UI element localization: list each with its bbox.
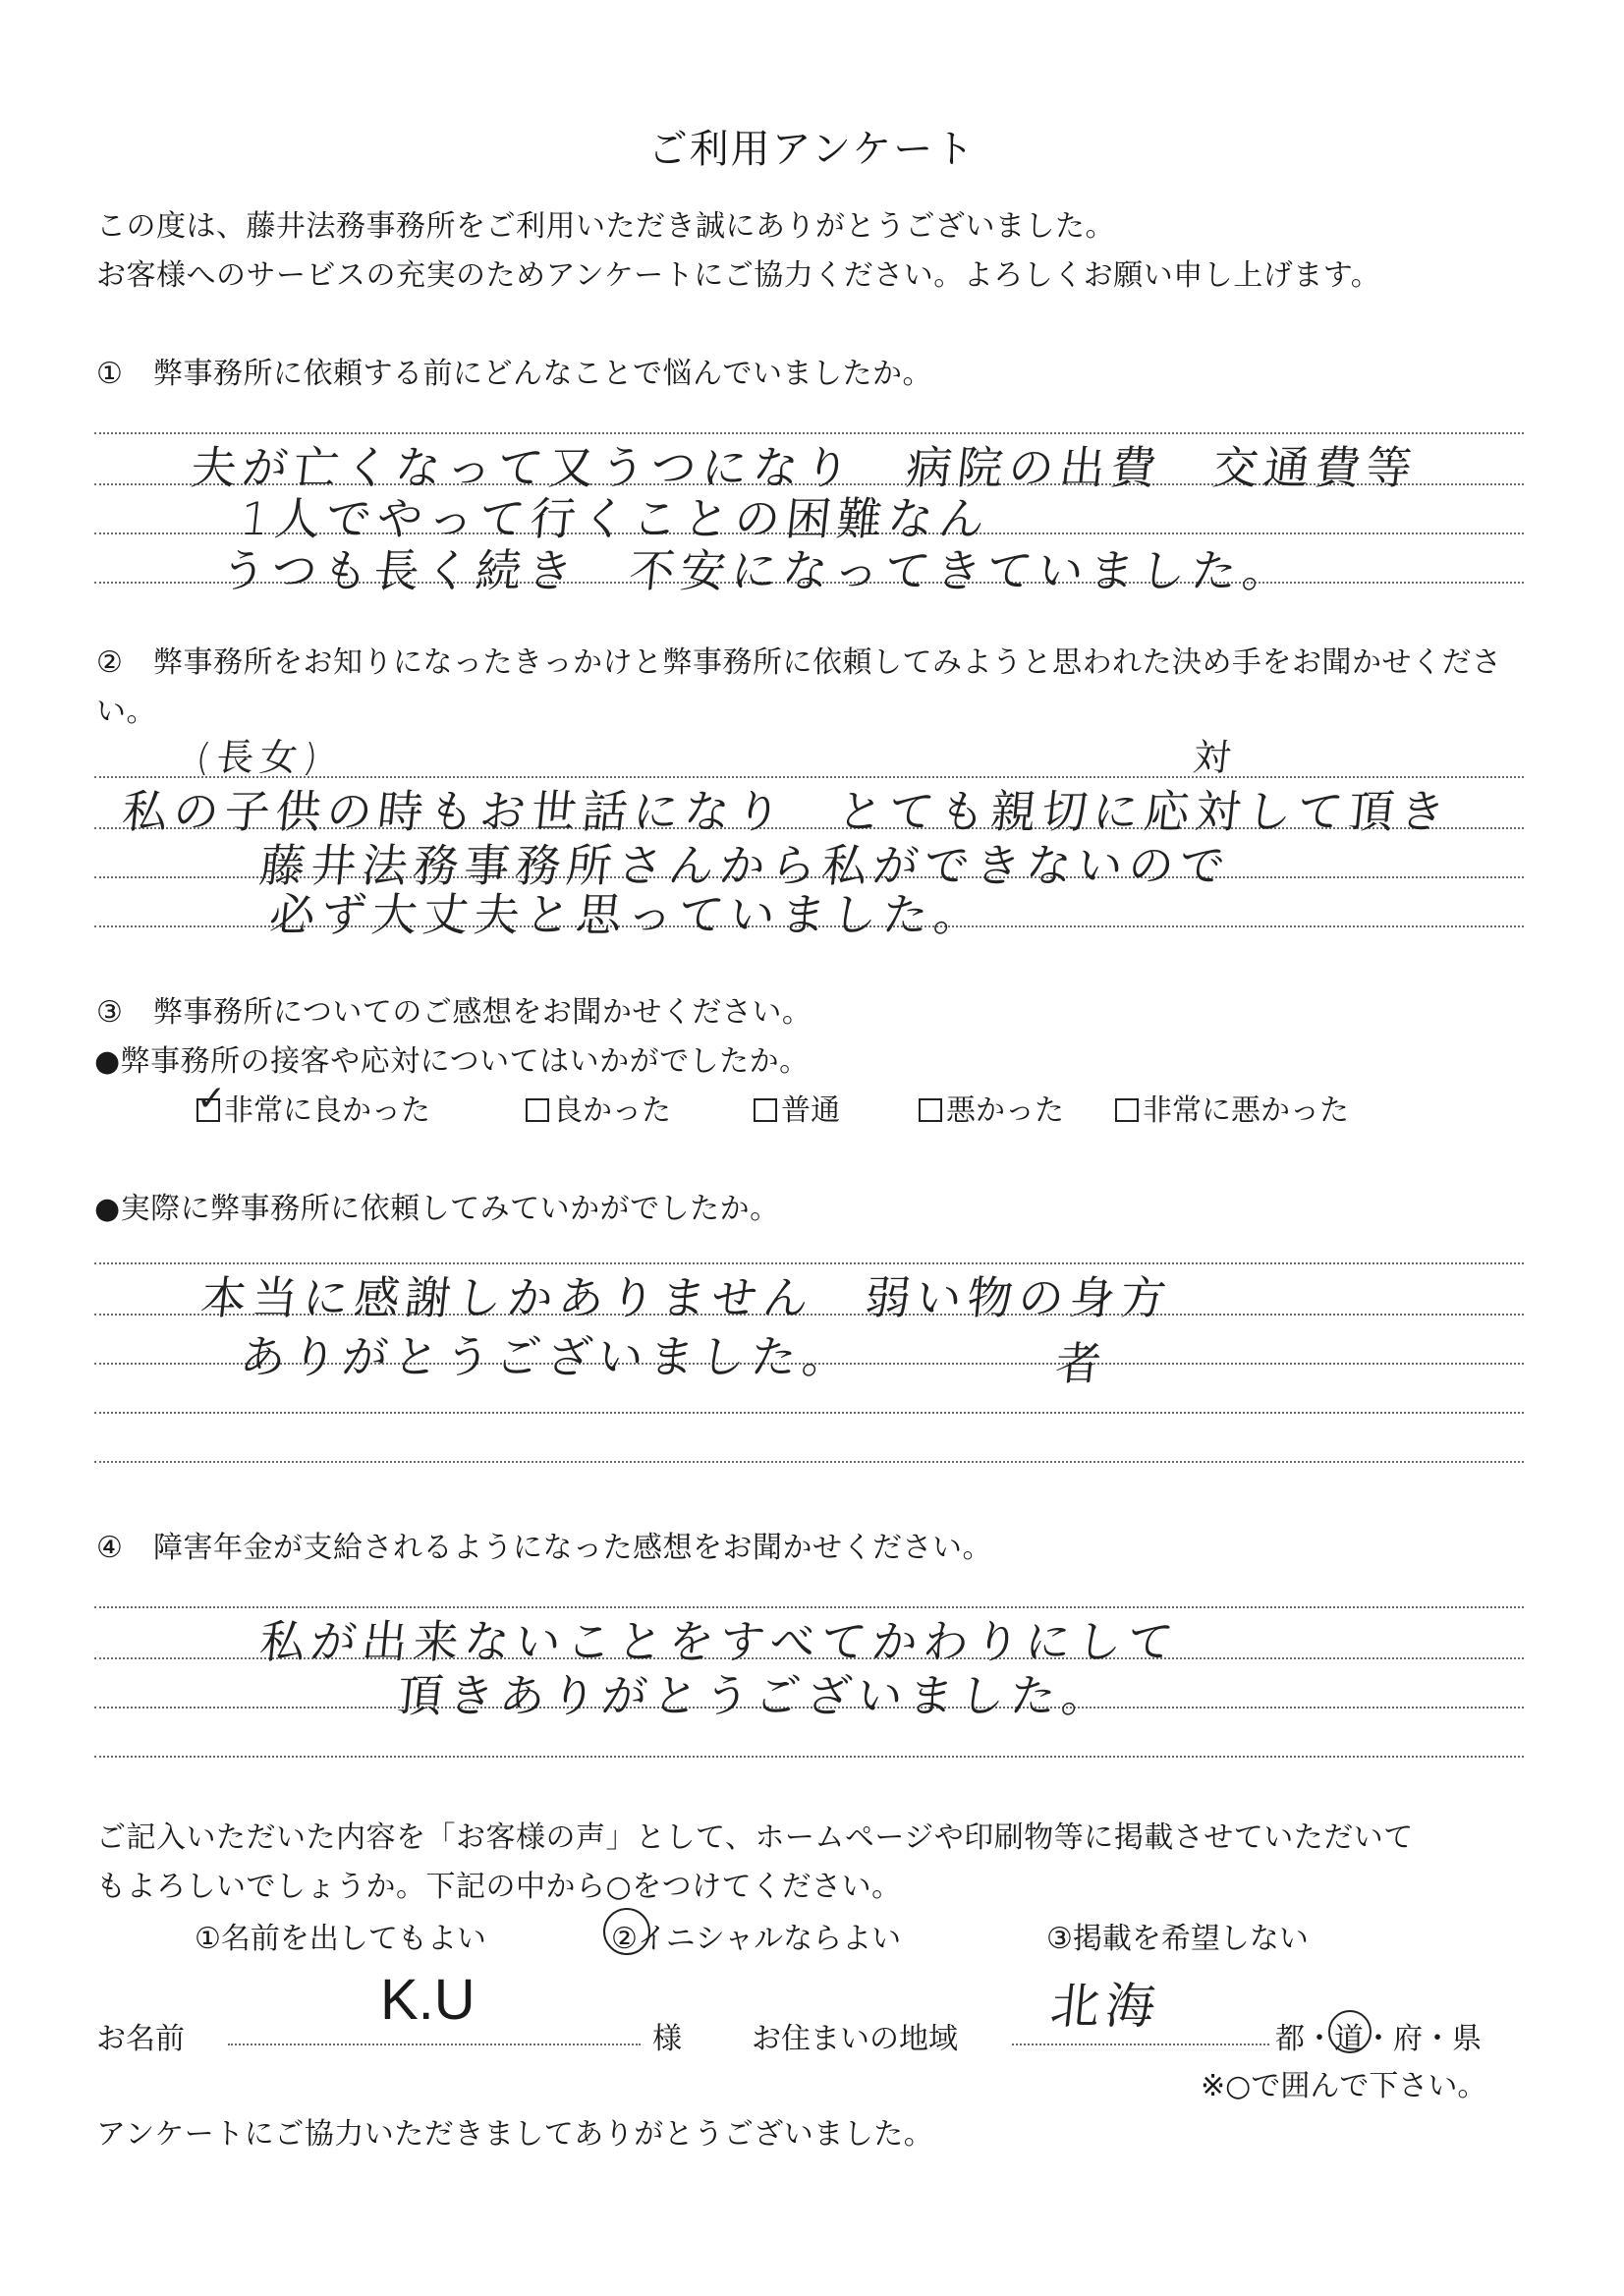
region-line: [1012, 2044, 1269, 2045]
checkbox-checked[interactable]: [196, 1079, 227, 1122]
pref-fu[interactable]: 府: [1393, 2022, 1423, 2056]
pref-label: 道: [1334, 2022, 1364, 2056]
option-very-good[interactable]: [196, 1079, 430, 1129]
publish-option-initials[interactable]: [611, 1914, 901, 1957]
handwritten-answer-1-line-3: うつも長く続き 不安になってきていました。: [217, 544, 1297, 597]
handwritten-answer-4-line-2: 頂きありがとうございました。: [394, 1669, 1116, 1722]
question-3-sub-1: ●弊事務所の接客や応対についてはいかがでしたか。: [94, 1044, 810, 1079]
handwritten-correction: 対: [1191, 736, 1239, 779]
pref-do[interactable]: [1334, 2014, 1364, 2057]
checkbox[interactable]: [526, 1098, 549, 1122]
selection-circle: [603, 1908, 650, 1955]
question-number: ①: [96, 357, 124, 391]
checkbox[interactable]: [919, 1098, 942, 1122]
separator: ・: [1423, 2022, 1452, 2056]
closing-text: アンケートにご協力いただきましてありがとうございました。: [96, 2117, 934, 2152]
publish-option-no[interactable]: ③掲載を希望しない: [1046, 1922, 1309, 1956]
question-4: [96, 1523, 992, 1566]
region-value[interactable]: 北海: [1047, 1978, 1164, 2035]
prefecture-type-selector[interactable]: [1275, 2014, 1482, 2057]
name-label: お名前: [96, 2022, 185, 2056]
intro-line-2: お客様へのサービスの充実のためアンケートにご協力ください。よろしくお願い申し上げます。: [96, 258, 1381, 293]
name-suffix: 様: [652, 2022, 682, 2056]
question-number: ④: [96, 1531, 124, 1565]
question-text: 弊事務所をお知りになったきっかけと弊事務所に依頼してみようと思われた決め手をお聞かせください。: [96, 645, 1502, 729]
answer-line: [94, 1412, 1524, 1414]
option-good[interactable]: [526, 1086, 671, 1129]
question-3-sub-2: ●実際に弊事務所に依頼してみていかがでしたか。: [94, 1192, 780, 1226]
check-mark-icon: ✓: [196, 1079, 227, 1119]
checkbox[interactable]: [1115, 1098, 1139, 1122]
option-very-bad[interactable]: [1115, 1086, 1349, 1129]
option-label: 普通: [781, 1093, 840, 1128]
publish-text-2: もよろしいでしょうか。下記の中から○をつけてください。: [96, 1870, 902, 1904]
option-label: 悪かった: [946, 1093, 1064, 1128]
intro-line-1: この度は、藤井法務事務所をご利用いただき誠にありがとうございました。: [96, 209, 1115, 244]
pref-ken[interactable]: 県: [1452, 2022, 1482, 2056]
publish-text-1: ご記入いただいた内容を「お客様の声」として、ホームページや印刷物等に掲載させていただいて: [96, 1820, 1414, 1855]
answer-line: [94, 1461, 1524, 1463]
option-bad[interactable]: [919, 1086, 1064, 1129]
handwritten-note-eldest-daughter: (長女): [194, 736, 326, 779]
handwritten-answer-3-line-2: ありがとうございました。: [237, 1330, 857, 1383]
handwritten-answer-3-line-1: 本当に感謝しかありません 弱い物の身方: [197, 1271, 1175, 1324]
checkbox[interactable]: [754, 1098, 777, 1122]
handwritten-answer-1-line-2: 1人でやって行くことの困難なん: [237, 492, 993, 545]
option-average[interactable]: [754, 1086, 840, 1129]
option-label: 非常に良かった: [224, 1093, 430, 1128]
question-1: [96, 349, 932, 392]
selection-circle: [1328, 2010, 1372, 2053]
question-2: [96, 639, 1531, 737]
option-label: 良かった: [553, 1093, 671, 1128]
separator: ・: [1364, 2022, 1393, 2056]
answer-line: [94, 1756, 1524, 1758]
pref-to[interactable]: 都: [1275, 2022, 1305, 2056]
circle-instruction: ※○で囲んで下さい。: [1201, 2069, 1487, 2103]
name-value[interactable]: K.U: [380, 1968, 476, 2032]
handwritten-correction: 者: [1052, 1337, 1110, 1390]
question-text: 弊事務所についてのご感想をお聞かせください。: [153, 995, 812, 1030]
option-label: ②イニシャルならよい: [611, 1922, 902, 1956]
option-label: 非常に悪かった: [1143, 1093, 1349, 1128]
question-3: [96, 987, 812, 1031]
handwritten-answer-4-line-1: 私が出来ないことをすべてかわりにして: [256, 1615, 1182, 1668]
separator: ・: [1305, 2022, 1334, 2056]
publish-option-name[interactable]: ①名前を出してもよい: [195, 1922, 486, 1956]
question-text: 弊事務所に依頼する前にどんなことで悩んでいましたか。: [153, 357, 932, 391]
question-number: ③: [96, 995, 124, 1030]
page-title: ご利用アンケート: [647, 127, 977, 172]
handwritten-answer-2-line-3: 必ず大丈夫と思っていました。: [266, 888, 988, 941]
handwritten-answer-2-line-1: 私の子供の時もお世話になり とても親切に応対して頂き: [119, 785, 1454, 838]
region-label: お住まいの地域: [752, 2022, 958, 2056]
question-text: 障害年金が支給されるようになった感想をお聞かせください。: [153, 1531, 992, 1565]
handwritten-answer-1-line-1: 夫が亡くなって又うつになり 病院の出費 交通費等: [188, 441, 1421, 494]
handwritten-answer-2-line-2: 藤井法務事務所さんから私ができないので: [256, 839, 1234, 892]
name-line: [228, 2044, 641, 2045]
question-number: ②: [96, 645, 124, 680]
